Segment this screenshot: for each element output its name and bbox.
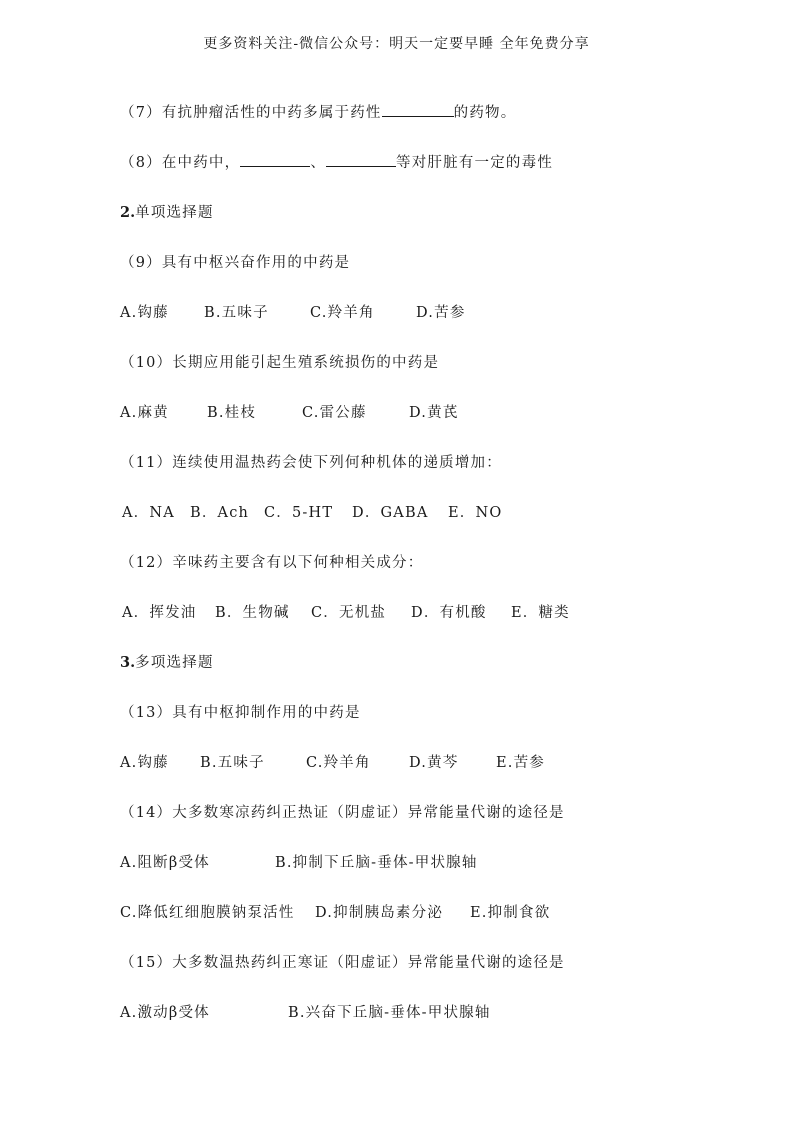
question-8-text: （8）在中药中， (120, 155, 241, 171)
option-a: A．NA (122, 505, 175, 521)
answer-blank (382, 115, 454, 117)
section-number: 2. (120, 204, 136, 221)
option-e: E．糖类 (511, 605, 570, 621)
option-d: D．有机酸 (411, 605, 487, 621)
question-8-sep: 、 (310, 155, 327, 171)
answer-blank (240, 165, 310, 167)
section-2-heading (120, 201, 214, 222)
option-b: B.兴奋下丘脑-垂体-甲状腺轴 (288, 1005, 491, 1021)
question-8-tail: 等对肝脏有一定的毒性 (396, 155, 554, 171)
option-b: B．生物碱 (215, 605, 290, 621)
option-b: B.抑制下丘脑-垂体-甲状腺轴 (275, 855, 478, 871)
option-e: E.抑制食欲 (470, 905, 551, 921)
question-7 (120, 101, 516, 122)
section-title: 多项选择题 (135, 655, 214, 671)
option-a: A．挥发油 (122, 605, 197, 621)
option-d: D．GABA (352, 505, 429, 521)
option-d: D.苦参 (416, 305, 466, 321)
option-b: B.桂枝 (207, 405, 257, 421)
option-b: B．Ach (190, 505, 250, 521)
option-c: C．无机盐 (311, 605, 387, 621)
option-d: D.黄芪 (409, 405, 459, 421)
question-8 (120, 151, 553, 172)
question-7-text: （7）有抗肿瘤活性的中药多属于药性 (120, 105, 382, 121)
section-3-heading (120, 651, 214, 672)
option-c: C.降低红细胞膜钠泵活性 (120, 905, 295, 921)
option-a: A.钩藤 (120, 755, 169, 771)
option-c: C.羚羊角 (306, 755, 371, 771)
option-e: E.苦参 (496, 755, 545, 771)
question-15-stem: （15）大多数温热药纠正寒证（阳虚证）异常能量代谢的途径是 (120, 955, 565, 971)
option-d: D.黄芩 (409, 755, 459, 771)
section-number: 3. (120, 654, 136, 671)
option-b: B.五味子 (200, 755, 265, 771)
option-b: B.五味子 (204, 305, 269, 321)
option-c: C．5-HT (264, 505, 334, 521)
question-14-stem: （14）大多数寒凉药纠正热证（阴虚证）异常能量代谢的途径是 (120, 805, 565, 821)
question-11-stem: （11）连续使用温热药会使下列何种机体的递质增加： (120, 455, 502, 471)
option-a: A.阻断β受体 (120, 855, 210, 871)
option-d: D.抑制胰岛素分泌 (315, 905, 444, 921)
question-9-stem: （9）具有中枢兴奋作用的中药是 (120, 255, 351, 271)
question-7-tail: 的药物。 (453, 105, 517, 121)
question-13-stem: （13）具有中枢抑制作用的中药是 (120, 705, 361, 721)
option-c: C.羚羊角 (310, 305, 375, 321)
option-a: A.激动β受体 (120, 1005, 210, 1021)
option-e: E．NO (448, 505, 503, 521)
section-title: 单项选择题 (135, 205, 214, 221)
answer-blank (326, 165, 396, 167)
option-a: A.麻黄 (120, 405, 169, 421)
question-12-stem: （12）辛味药主要含有以下何种相关成分： (120, 555, 424, 571)
option-c: C.雷公藤 (302, 405, 367, 421)
page-header: 更多资料关注-微信公众号：明天一定要早睡 全年免费分享 (203, 36, 590, 52)
option-a: A.钩藤 (120, 305, 169, 321)
question-10-stem: （10）长期应用能引起生殖系统损伤的中药是 (120, 355, 440, 371)
